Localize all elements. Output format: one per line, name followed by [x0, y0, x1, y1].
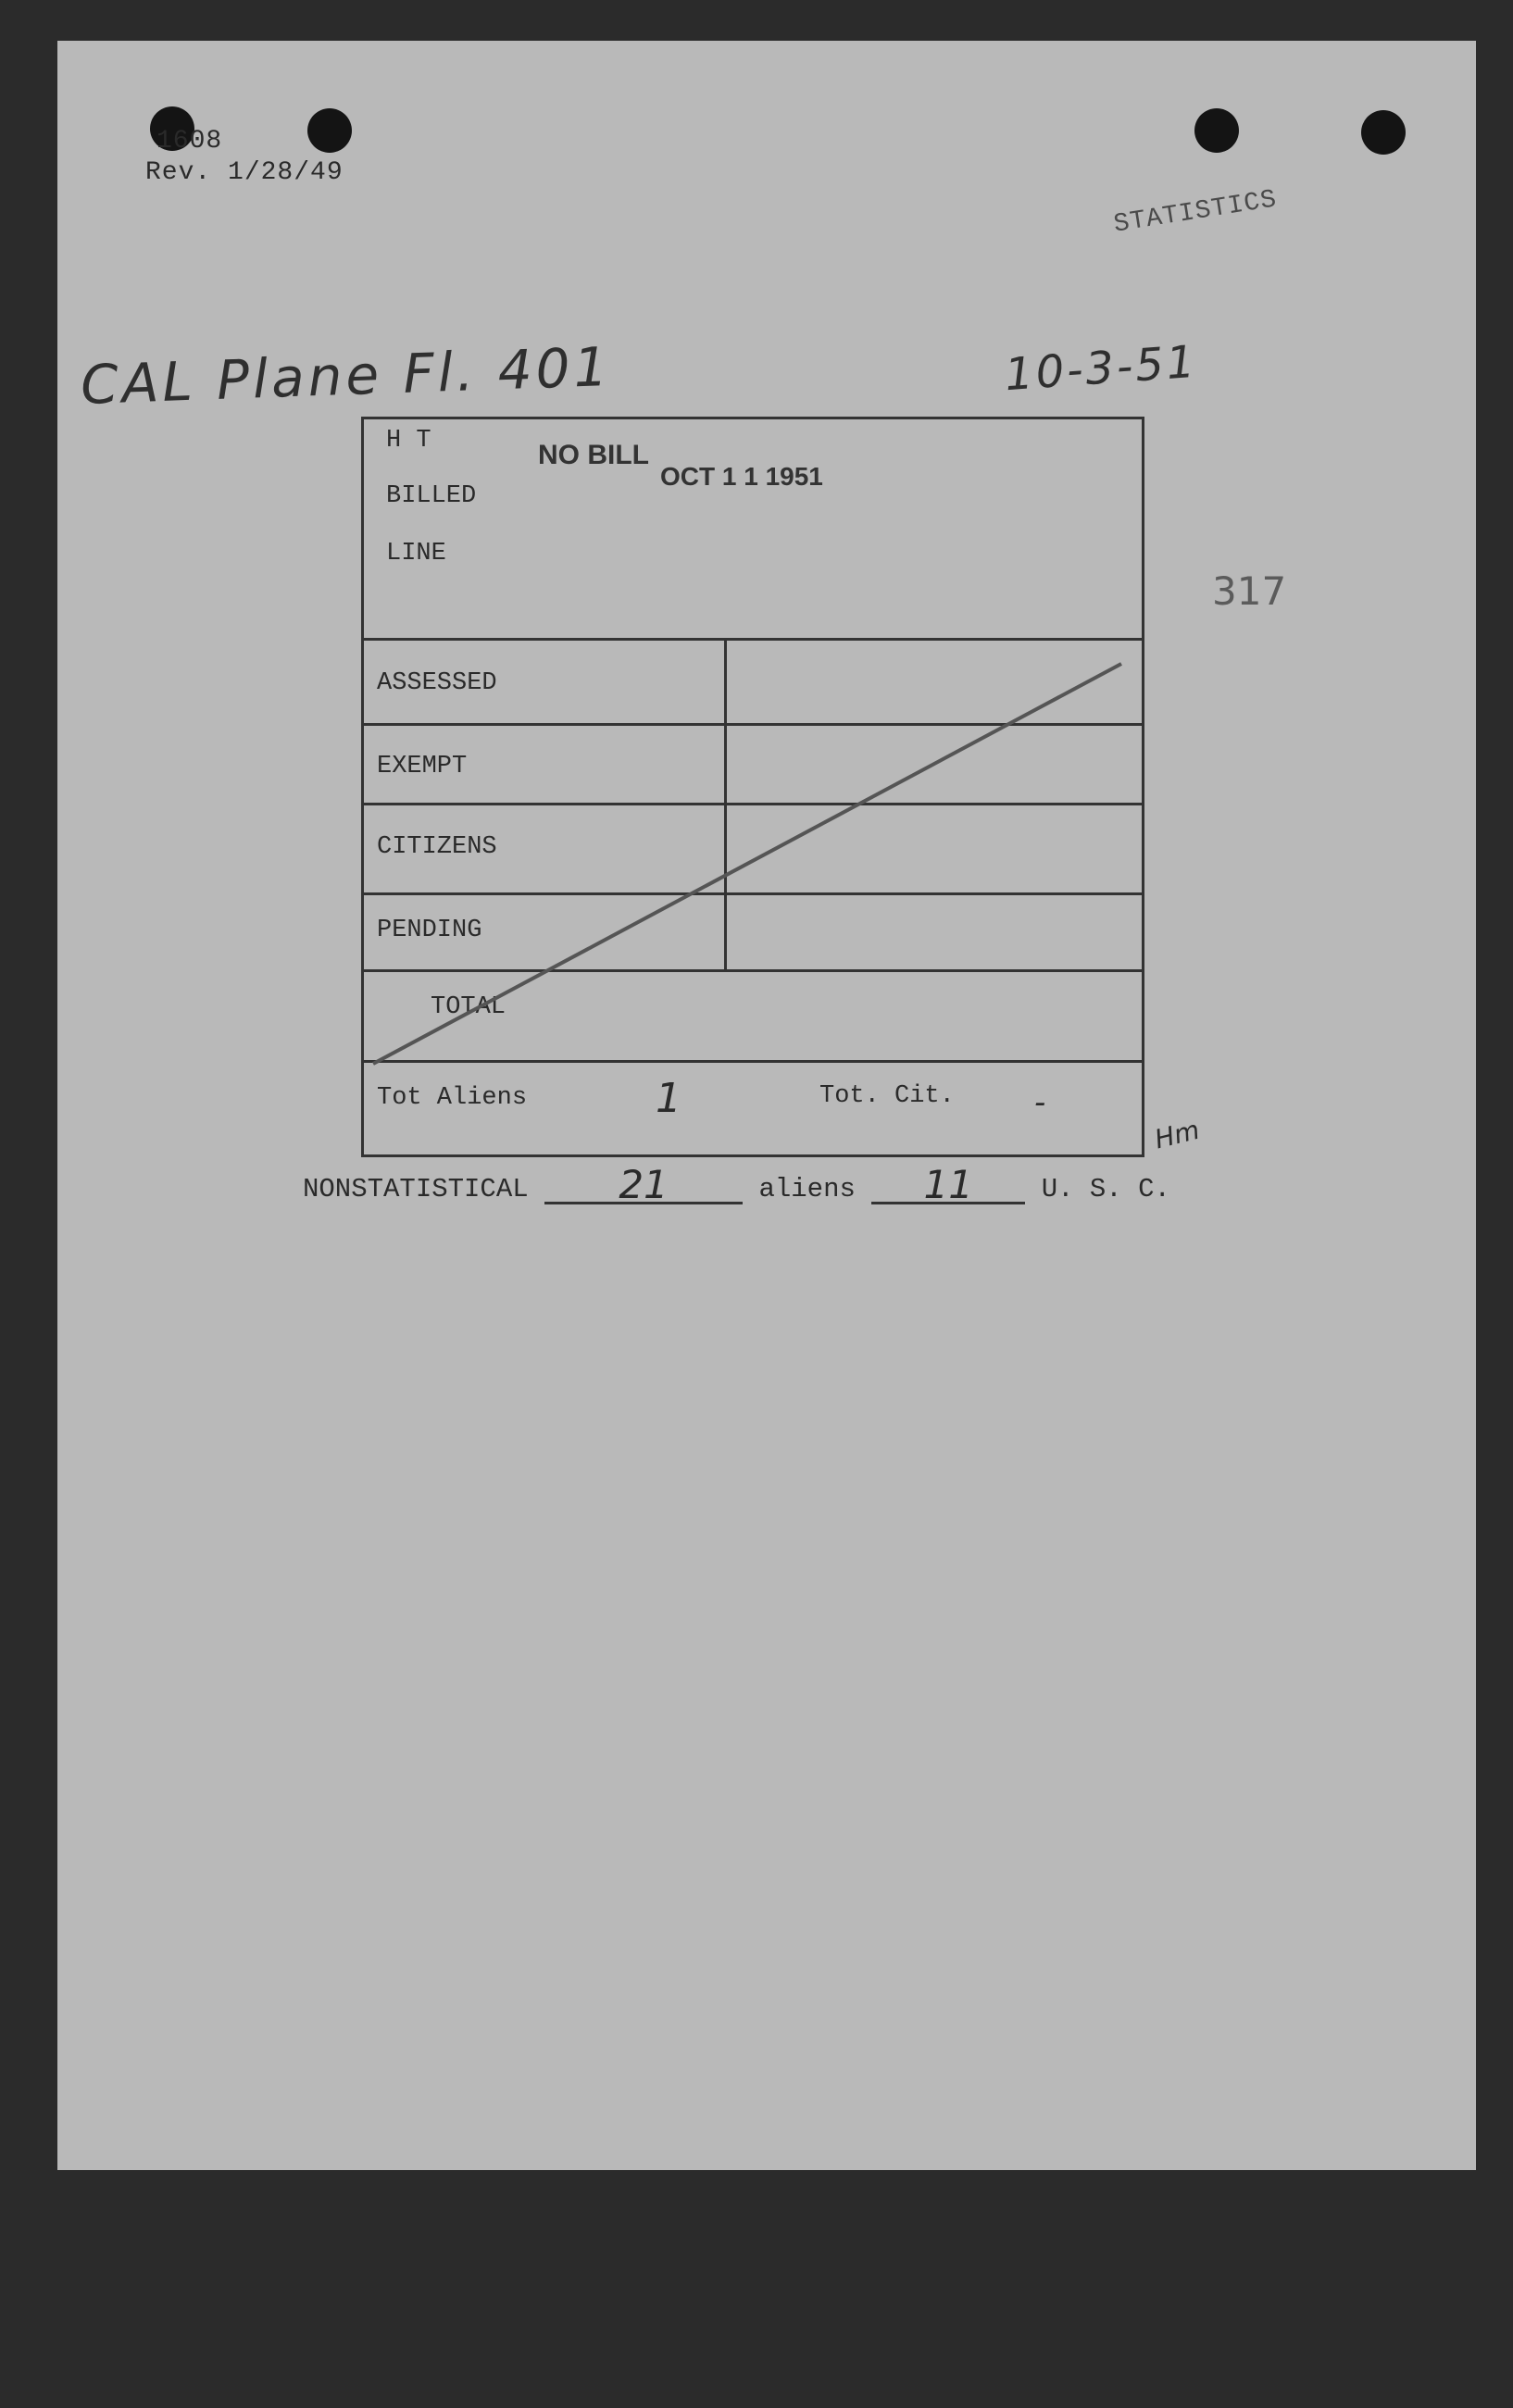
statistics-table: [361, 417, 1144, 1157]
handwritten-date: 10-3-51: [1003, 335, 1200, 402]
row-label-exempt: EXEMPT: [377, 753, 468, 780]
form-identifier: [145, 126, 344, 189]
tot-aliens-label: Tot Aliens: [377, 1084, 528, 1112]
label-billed: BILLED: [386, 482, 477, 510]
row-label-assessed: ASSESSED: [377, 669, 497, 697]
nonstat-aliens-label: aliens: [758, 1174, 856, 1204]
tot-citizens-label: Tot. Cit.: [819, 1082, 955, 1110]
label-ht: H T: [386, 427, 431, 455]
nonstatistical-line: [303, 1162, 1170, 1207]
handwritten-number: 317: [1212, 568, 1287, 614]
statistics-stamp: STATISTICS: [1111, 185, 1280, 240]
row-label-citizens: CITIZENS: [377, 833, 497, 861]
document-page: [57, 41, 1476, 2170]
no-bill-stamp: NO BILL: [538, 440, 649, 470]
label-line: LINE: [386, 540, 446, 568]
nonstat-aliens-count: 21: [544, 1168, 743, 1204]
strike-through-line: [364, 419, 1147, 1160]
row-label-pending: PENDING: [377, 917, 482, 944]
nonstatistical-label: NONSTATISTICAL: [303, 1174, 529, 1204]
punch-hole-right-2: [1361, 110, 1406, 155]
total-label: TOTAL: [431, 993, 506, 1021]
date-stamp: OCT 1 1 1951: [660, 462, 823, 491]
handwritten-flight: CAL Plane Fl. 401: [79, 335, 613, 417]
form-revision: Rev. 1/28/49: [145, 158, 344, 187]
nonstat-usc-count: 11: [871, 1168, 1025, 1204]
handwritten-initials: Hm: [1151, 1114, 1203, 1155]
tot-citizens-value: -: [1034, 1084, 1046, 1121]
form-number: 1608: [156, 127, 223, 156]
nonstat-usc-label: U. S. C.: [1041, 1174, 1170, 1204]
tot-aliens-value: 1: [656, 1075, 681, 1122]
punch-hole-right-1: [1194, 108, 1239, 153]
